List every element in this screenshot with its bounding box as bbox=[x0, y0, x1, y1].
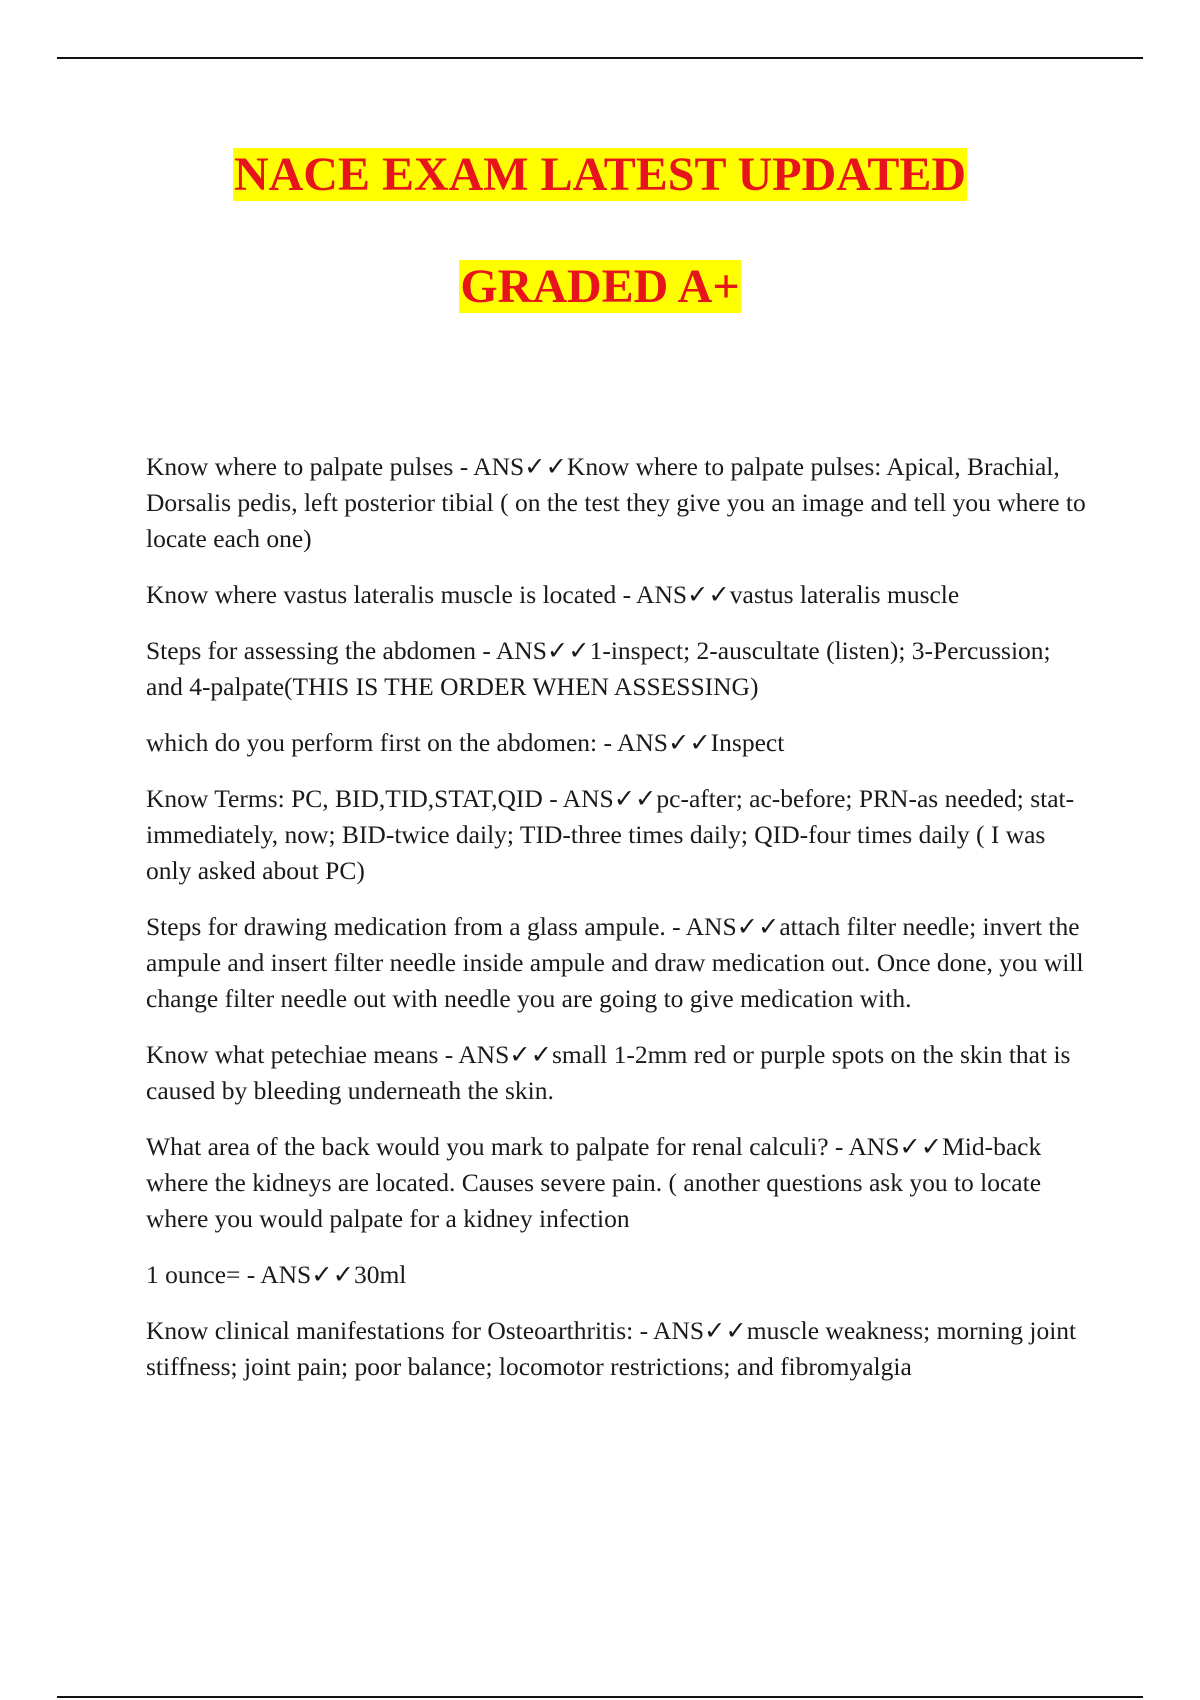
qa-list bbox=[146, 449, 1086, 1405]
title-line-1: NACE EXAM LATEST UPDATED bbox=[233, 148, 967, 201]
qa-item: Know where to palpate pulses - ANS✓✓Know where to palpate pulses: Apical, Brachial, Dorsalis pedis, left posterior tibial ( on the test they give you an image and tell you where to locate each one) bbox=[146, 452, 1086, 553]
document-title bbox=[0, 148, 1200, 314]
qa-item: Know clinical manifestations for Osteoarthritis: - ANS✓✓muscle weakness; morning joint stiffness; joint pain; poor balance; locomotor restrictions; and fibromyalgia bbox=[146, 1316, 1077, 1381]
qa-item: Know where vastus lateralis muscle is located - ANS✓✓vastus lateralis muscle bbox=[146, 580, 960, 609]
qa-item: Know Terms: PC, BID,TID,STAT,QID - ANS✓✓pc-after; ac-before; PRN-as needed; stat-immediately, now; BID-twice daily; TID-three times daily; QID-four times daily ( I was only asked about PC) bbox=[146, 784, 1075, 885]
bottom-rule bbox=[57, 1696, 1143, 1698]
qa-item: Steps for drawing medication from a glass ampule. - ANS✓✓attach filter needle; invert the ampule and insert filter needle inside ampule and draw medication out. Once done, you will change filter needle out with needle you are going to give medication with. bbox=[146, 912, 1084, 1013]
qa-item: Steps for assessing the abdomen - ANS✓✓1-inspect; 2-auscultate (listen); 3-Percussion; and 4-palpate(THIS IS THE ORDER WHEN ASSESSING) bbox=[146, 636, 1051, 701]
qa-item: 1 ounce= - ANS✓✓30ml bbox=[146, 1260, 407, 1289]
title-line-2: GRADED A+ bbox=[460, 260, 740, 313]
top-rule bbox=[57, 57, 1143, 59]
qa-item: Know what petechiae means - ANS✓✓small 1-2mm red or purple spots on the skin that is caused by bleeding underneath the skin. bbox=[146, 1040, 1071, 1105]
qa-item: What area of the back would you mark to palpate for renal calculi? - ANS✓✓Mid-back where the kidneys are located. Causes severe pain. ( another questions ask you to locate where you would palpate for a kidney infection bbox=[146, 1132, 1042, 1233]
qa-item: which do you perform first on the abdomen: - ANS✓✓Inspect bbox=[146, 728, 785, 757]
